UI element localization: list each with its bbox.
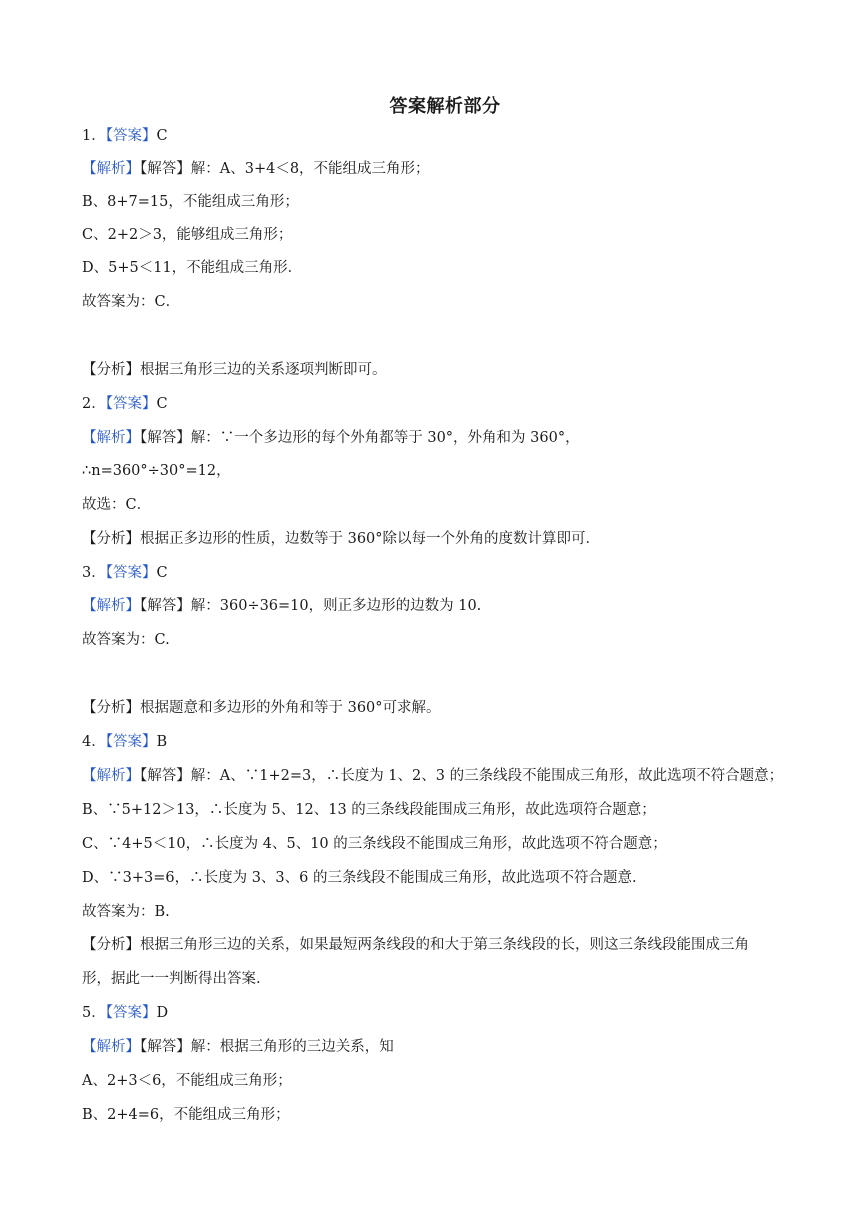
text-line bbox=[82, 868, 637, 888]
section-tag: 【答案】 bbox=[105, 734, 157, 750]
line-text: 4． bbox=[82, 734, 106, 750]
section-tag: 【解析】 bbox=[82, 430, 140, 446]
line-text: B bbox=[156, 734, 168, 750]
text-line bbox=[82, 159, 430, 179]
text-line bbox=[82, 529, 600, 549]
text-line bbox=[82, 225, 292, 245]
line-text: 【分析】根据三角形三边的关系，如果最短两条线段的和大于第三条线段的长，则这三条线段能围成三角 bbox=[82, 937, 749, 953]
line-text: A、2+3＜6，不能组成三角形； bbox=[82, 1073, 292, 1089]
text-line bbox=[82, 461, 231, 481]
text-line bbox=[82, 902, 170, 922]
line-text: B、2+4=6，不能组成三角形； bbox=[82, 1107, 290, 1123]
section-tag: 【解析】 bbox=[82, 768, 140, 784]
line-text: 故答案为：B. bbox=[82, 904, 170, 920]
text-line bbox=[82, 192, 299, 212]
text-line bbox=[82, 596, 481, 616]
line-text: 【解答】解：根据三角形的三边关系，知 bbox=[140, 1039, 394, 1055]
line-text: 【解答】解：∵一个多边形的每个外角都等于 30°，外角和为 360°， bbox=[140, 430, 580, 446]
text-line bbox=[82, 258, 302, 278]
line-text: C、2+2＞3，能够组成三角形； bbox=[82, 227, 293, 243]
line-text: 【解答】解：A、3+4＜8，不能组成三角形； bbox=[140, 161, 430, 177]
line-text: 【分析】根据正多边形的性质，边数等于 360°除以每一个外角的度数计算即可． bbox=[82, 531, 601, 547]
section-tag: 【答案】 bbox=[105, 565, 157, 581]
line-text: 故选：C． bbox=[82, 497, 152, 513]
line-text: 1． bbox=[82, 128, 106, 144]
text-line bbox=[82, 292, 180, 312]
text-line bbox=[82, 935, 749, 955]
line-text: D bbox=[156, 1005, 169, 1021]
text-line bbox=[82, 1003, 168, 1023]
line-text: C bbox=[156, 565, 168, 581]
section-tag: 【答案】 bbox=[105, 396, 157, 412]
section-tag: 【解析】 bbox=[82, 1039, 140, 1055]
text-line bbox=[82, 698, 441, 718]
text-line bbox=[82, 1037, 394, 1057]
line-text: 2． bbox=[82, 396, 106, 412]
line-text: 故答案为：C. bbox=[82, 632, 170, 648]
text-line bbox=[82, 126, 168, 146]
line-text: 【分析】根据题意和多边形的外角和等于 360°可求解。 bbox=[82, 700, 441, 716]
section-tag: 【答案】 bbox=[105, 1005, 157, 1021]
line-text: 【解答】解：A、∵1+2=3，∴长度为 1、2、3 的三条线段不能围成三角形，故此选项不符合题意； bbox=[140, 768, 784, 784]
text-line bbox=[82, 732, 167, 752]
line-text: C、∵4+5＜10，∴长度为 4、5、10 的三条线段不能围成三角形，故此选项不符合题意； bbox=[82, 836, 667, 852]
text-line bbox=[82, 394, 168, 414]
text-line bbox=[82, 766, 783, 786]
line-text: C bbox=[156, 128, 168, 144]
text-line bbox=[82, 1105, 290, 1125]
text-line bbox=[82, 360, 387, 380]
text-line bbox=[82, 1071, 292, 1091]
page-title: 答案解析部分 bbox=[389, 96, 501, 117]
text-line bbox=[82, 800, 656, 820]
line-text: B、∵5+12＞13，∴长度为 5、12、13 的三条线段能围成三角形，故此选项符合题意； bbox=[82, 802, 656, 818]
line-text: ∴n=360°÷30°=12， bbox=[82, 463, 231, 479]
text-line bbox=[82, 428, 580, 448]
text-line bbox=[82, 563, 168, 583]
line-text: D、∵3+3=6，∴长度为 3、3、6 的三条线段不能围成三角形，故此选项不符合题意. bbox=[82, 870, 637, 886]
line-text: 【解答】解：360÷36=10，则正多边形的边数为 10. bbox=[140, 598, 482, 614]
section-tag: 【解析】 bbox=[82, 161, 140, 177]
line-text: 形，据此一一判断得出答案. bbox=[82, 971, 261, 987]
line-text: 故答案为：C． bbox=[82, 294, 181, 310]
text-line bbox=[82, 630, 170, 650]
text-line bbox=[82, 834, 667, 854]
line-text: B、8+7=15，不能组成三角形； bbox=[82, 194, 299, 210]
line-text: 5． bbox=[82, 1005, 106, 1021]
line-text: 【分析】根据三角形三边的关系逐项判断即可。 bbox=[82, 362, 387, 378]
text-line bbox=[82, 495, 151, 515]
text-line bbox=[82, 969, 261, 989]
line-text: 3． bbox=[82, 565, 106, 581]
section-tag: 【解析】 bbox=[82, 598, 140, 614]
line-text: C bbox=[156, 396, 168, 412]
section-tag: 【答案】 bbox=[105, 128, 157, 144]
line-text: D、5+5＜11，不能组成三角形． bbox=[82, 260, 303, 276]
